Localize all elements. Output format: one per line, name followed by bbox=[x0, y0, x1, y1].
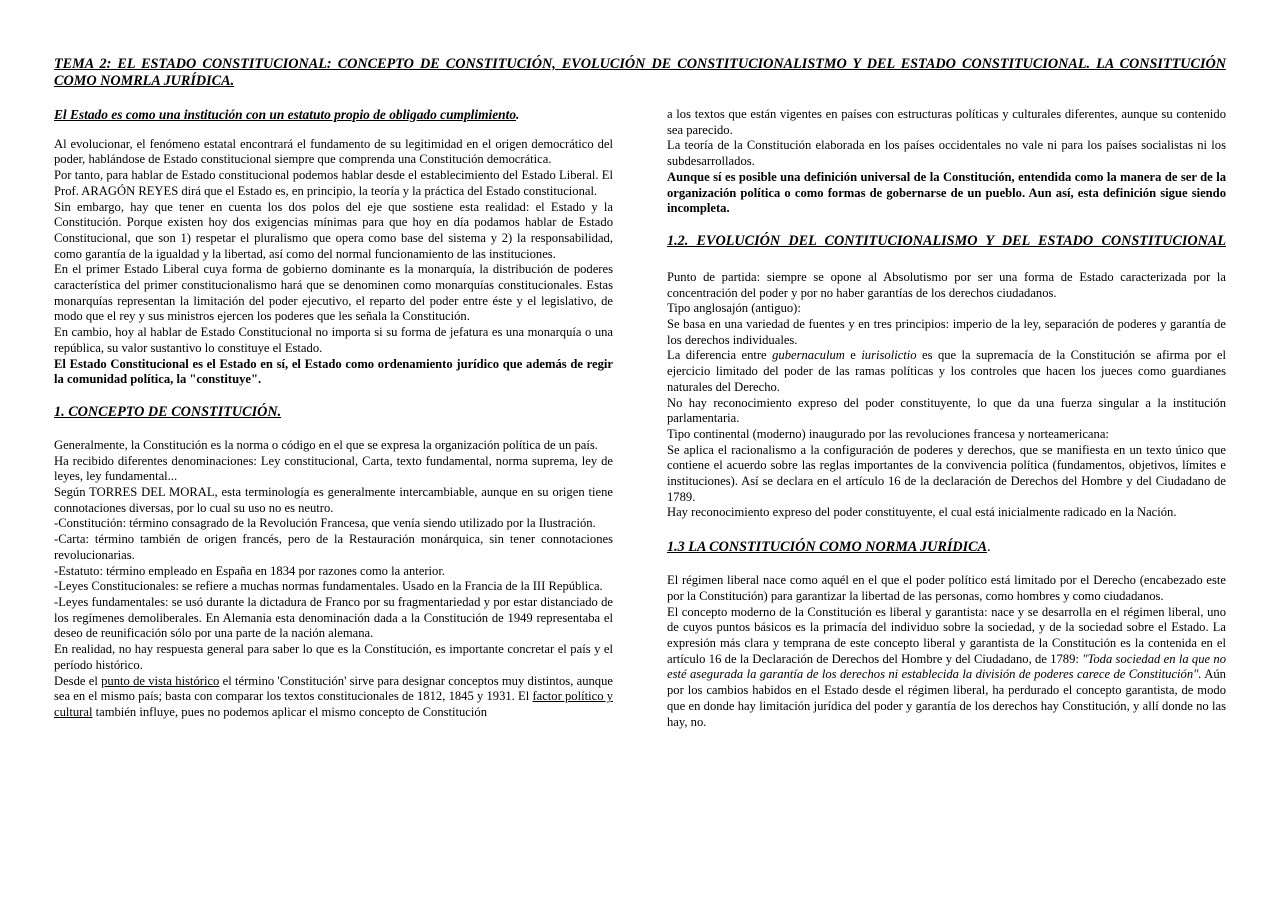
lead-statement: El Estado es como una institución con un estatuto propio de obligado cumplimiento. bbox=[54, 107, 520, 122]
section-heading-norma: 1.3 LA CONSTITUCIÓN COMO NORMA JURÍDICA. bbox=[667, 539, 991, 556]
paragraph: El concepto moderno de la Constitución es liberal y garantista: nace y se desarrolla en el régimen liberal, uno de cuyos puntos básicos es la primacía del individuo sobre la sociedad, y de la sociedad sobre el Estado. La expresión más clara y temprana de este concepto liberal y garantista de la Constitución es la contenida en el artículo 16 de la Declaración de Derechos del Hombre y del Ciudadano, de 1789: "Toda sociedad en la que no esté asegurada la garantía de los derechos ni establecida la división de poderes carece de Constitución". Aún por los cambios habidos en el Estado desde el régimen liberal, ha perdurado el concepto garantista, de modo que en donde hay limitación jurídica del poder y garantía de los derechos hay Constitución, y allí donde no las hay, no. bbox=[667, 604, 1227, 729]
paragraph: La diferencia entre gubernaculum e iurisolictio es que la supremacía de la Constitución se afirma por el ejercicio limitado del poder de las ramas políticas y los controles que hacen los jueces como guardianes naturales del Derecho. bbox=[667, 348, 1226, 394]
paragraph: Ha recibido diferentes denominaciones: Ley constitucional, Carta, texto fundamental, norma suprema, ley de leyes, ley fundamental... bbox=[54, 453, 613, 484]
paragraph: -Carta: término también de origen francés, pero de la Restauración monárquica, sin tener connotaciones revolucionarias. bbox=[54, 532, 613, 562]
paragraph: No hay reconocimiento expreso del poder constituyente, lo que da una fuerza singular a la institución parlamentaria. bbox=[667, 395, 1226, 426]
paragraph: Hay reconocimiento expreso del poder constituyente, el cual está inicialmente radicado en la Nación. bbox=[667, 505, 1177, 520]
paragraph: En el primer Estado Liberal cuya forma de gobierno dominante es la monarquía, la distribución de poderes característica del primer constitucionalismo hará que se denominen como monarquías constitucionales. Estas monarquías representan la limitación del poder ejecutivo, el reparto del poder entre éste y el legislativo, de modo que el rey y sus ministros ejercen los poderes que les señala la Constitución. bbox=[54, 262, 613, 324]
paragraph: -Leyes fundamentales: se usó durante la dictadura de Franco por su fragmentariedad y por estar distanciado de los regímenes demoliberales. En Alemania esta denominación dada a la Constitución de 1949 representaba el deseo de reunificación sólo por una parte de la nación alemana. bbox=[54, 594, 613, 641]
paragraph: -Constitución: término consagrado de la Revolución Francesa, que venía siendo utilizado por la Ilustración. bbox=[54, 516, 596, 531]
paragraph: Al evolucionar, el fenómeno estatal encontrará el fundamento de su legitimidad en el origen democrático del poder, hablándose de Estado constitucional siempre que comprenda una Constitución democrática. bbox=[54, 136, 613, 167]
underlined-phrase: factor político y cultural bbox=[54, 689, 613, 719]
paragraph: Se aplica el racionalismo a la configuración de poderes y derechos, que se manifiesta en un texto único que contiene el acuerdo sobre las reglas importantes de la convivencia política (fundamentos, objetivos, límites e instituciones). Así se declara en el artículo 16 de la declaración de Derechos del Hombre y del Ciudadano de 1789. bbox=[667, 442, 1226, 504]
paragraph: Sin embargo, hay que tener en cuenta los dos polos del eje que sostiene esta realidad: el Estado y la Constitución. Porque existen hoy dos exigencias mínimas para que hoy en día podamos hablar de Estado Constitucional, que son 1) respetar el pluralismo que opera como base del sistema y 2) la responsabilidad, como garantía de la igualdad y la libertad, así como del normal funcionamiento de las instituciones. bbox=[54, 199, 613, 261]
section-heading-evolucion: 1.2. EVOLUCIÓN DEL CONTITUCIONALISMO Y DEL ESTADO CONSTITUCIONAL bbox=[667, 232, 1226, 249]
paragraph: En cambio, hoy al hablar de Estado Constitucional no importa si su forma de jefatura es una monarquía o una república, su valor sustantivo lo constituye el Estado. bbox=[54, 325, 613, 355]
paragraph: La teoría de la Constitución elaborada en los países occidentales no vale ni para los países socialistas ni los subdesarrollados. bbox=[667, 138, 1226, 169]
underlined-phrase: punto de vista histórico bbox=[101, 673, 220, 688]
quoted-article: "Toda sociedad en la que no esté asegurada la garantía de los derechos ni establecida la división de poderes carece de Constitución". bbox=[667, 651, 1227, 682]
paragraph: Se basa en una variedad de fuentes y en tres principios: imperio de la ley, separación de poderes y garantía de los derechos individuales. bbox=[667, 317, 1226, 347]
right-column bbox=[667, 107, 1226, 730]
paragraph: -Estatuto: término empleado en España en 1834 por razones como la anterior. bbox=[54, 563, 445, 578]
section-heading-concepto: 1. CONCEPTO DE CONSTITUCIÓN. bbox=[54, 403, 282, 420]
paragraph-bold: El Estado Constitucional es el Estado en sí, el Estado como ordenamiento jurídico que además de regir la comunidad política, la "constituye". bbox=[54, 356, 613, 387]
paragraph: a los textos que están vigentes en países con estructuras políticas y culturales diferentes, aunque su contenido sea parecido. bbox=[667, 107, 1226, 137]
paragraph: Por tanto, para hablar de Estado constitucional podemos hablar desde el establecimiento del Estado Liberal. El Prof. ARAGÓN REYES dirá que el Estado es, en principio, la teoría y la práctica del Estado constitucional. bbox=[54, 168, 613, 198]
paragraph: El régimen liberal nace como aquél en el que el poder político está limitado por el Derecho (encabezado este por la Constitución) para garantizar la libertad de las personas, como hombres y como ciudadanos. bbox=[667, 573, 1226, 603]
paragraph: -Leyes Constitucionales: se refiere a muchas normas fundamentales. Usado en la Francia de la III República. bbox=[54, 579, 603, 594]
paragraph: Desde el punto de vista histórico el término 'Constitución' sirve para designar conceptos muy distintos, aunque sea en el mismo país; basta con comparar los textos constitucionales de 1812, 1845 y 1931. El factor político y cultural también influye, pues no podemos aplicar el mismo concepto de Constitución bbox=[54, 673, 613, 719]
paragraph: Tipo anglosajón (antiguo): bbox=[667, 301, 801, 316]
left-column bbox=[54, 107, 613, 721]
paragraph-bold: Aunque sí es posible una definición universal de la Constitución, entendida como la manera de ser de la organización política o como formas de gobernarse de un pueblo. Aun así, esta definición sigue siendo incompleta. bbox=[667, 169, 1226, 216]
paragraph: En realidad, no hay respuesta general para saber lo que es la Constitución, es importante concretar el país y el período histórico. bbox=[54, 642, 613, 672]
paragraph: Según TORRES DEL MORAL, esta terminología es generalmente intercambiable, aunque en su origen tiene connotaciones diversas, por lo cual su uso no es neutro. bbox=[54, 485, 613, 515]
paragraph: Tipo continental (moderno) inaugurado por las revoluciones francesa y norteamericana: bbox=[667, 426, 1109, 441]
paragraph: Punto de partida: siempre se opone al Absolutismo por ser una forma de Estado caracterizada por la concentración del poder y por no haber garantías de los derechos ciudadanos. bbox=[667, 269, 1226, 300]
paragraph: Generalmente, la Constitución es la norma o código en el que se expresa la organización política de un país. bbox=[54, 437, 598, 452]
document-title: TEMA 2: EL ESTADO CONSTITUCIONAL: CONCEPTO DE CONSTITUCIÓN, EVOLUCIÓN DE CONSTITUCIONALISTMO Y DEL ESTADO CONSTITUCIONAL. LA CONSITTUCIÓN COMO NOMRLA JURÍDICA. bbox=[54, 56, 1226, 89]
